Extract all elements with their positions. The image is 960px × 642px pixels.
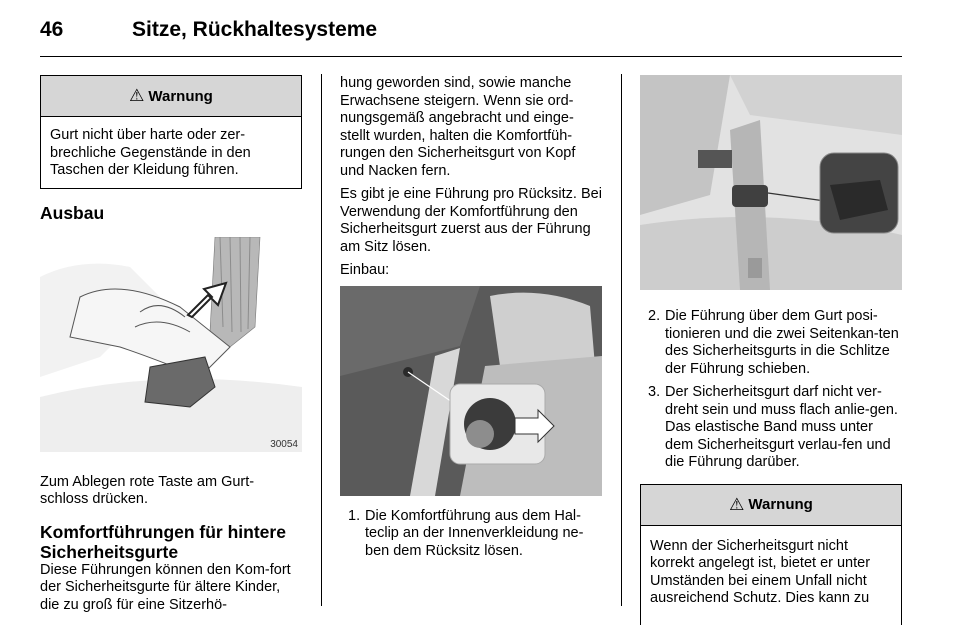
buckle-illustration [40, 237, 302, 452]
komfort-text-start: Diese Führungen können den Kom-fort der Sicherheitsgurte für ältere Kinder, die zu groß für eine Sitzerhö- [40, 561, 291, 613]
warning-title: Warnung [148, 87, 213, 105]
einbau-label: Einbau: [340, 262, 390, 278]
page-title: Sitze, Rückhaltesysteme [132, 18, 378, 41]
step-text: Der Sicherheitsgurt darf nicht ver-dreht sein und muss flach anlie-gen. Das elastische Band muss unter dem Sicherheitsgurt verlau-fen und die Führung darüber. [665, 384, 898, 470]
column-divider [621, 74, 622, 606]
figure-buckle-release [40, 237, 302, 452]
list-item [640, 308, 902, 378]
step-number: 3. [648, 384, 661, 400]
steps-list-b [640, 308, 902, 472]
figure-number: 30054 [270, 438, 298, 450]
column-right [640, 70, 902, 625]
column-divider [321, 74, 322, 606]
column-middle [340, 70, 602, 560]
list-item [640, 384, 902, 472]
page-header [40, 18, 902, 62]
warning-text: Gurt nicht über harte oder zer-brechliche Gegenstände in den Taschen der Kleidung führen. [50, 127, 251, 178]
step-text: Die Führung über dem Gurt posi-tionieren und die zwei Seitenkan-ten des Sicherheitsgurts in die Schlitze der Führung schieben. [665, 308, 899, 377]
warning-text: Wenn der Sicherheitsgurt nicht korrekt angelegt ist, bietet er unter Umständen bei einem Unfall nicht ausreichend Schutz. Dies kann zu [650, 537, 871, 606]
list-item [340, 508, 602, 561]
section-heading-ausbau: Ausbau [40, 202, 105, 223]
warning-header [41, 76, 301, 117]
column-left [40, 70, 302, 614]
warning-box [40, 75, 302, 189]
komfort-text-2: Es gibt je eine Führung pro Rücksitz. Bei Verwendung der Komfortführung den Sicherheitsgurt zuerst aus der Führung am Sitz lösen. [340, 186, 602, 255]
warning-triangle-icon: ⚠ [129, 86, 145, 105]
step-number: 1. [348, 507, 361, 524]
steps-list-a [340, 508, 602, 561]
figure-install-guide [640, 75, 902, 290]
page-number: 46 [40, 18, 64, 41]
step-number: 2. [648, 308, 661, 324]
komfort-text-continued: hung geworden sind, sowie manche Erwachsene steigern. Wenn sie ord-nungsgemäß angebracht und einge-stellt wurden, halten die Komfortfüh-rungen den Sicherheitsgurt von Kopf und Nacken fern. [340, 75, 576, 179]
header-rule [40, 56, 902, 57]
ausbau-text: Zum Ablegen rote Taste am Gurt-schloss drücken. [40, 473, 255, 507]
warning-triangle-icon: ⚠ [729, 494, 745, 514]
guide-removal-photo [340, 286, 602, 496]
section-heading-komfort: Komfortführungen für hintere Sicherheitsgurte [40, 521, 286, 562]
warning-box [640, 484, 902, 625]
warning-header [641, 485, 901, 526]
warning-title: Warnung [748, 496, 813, 513]
figure-remove-guide [340, 286, 602, 496]
guide-install-photo [640, 75, 902, 290]
step-text: Die Komfortführung aus dem Hal-teclip an der Innenverkleidung ne-ben dem Rücksitz lösen. [365, 507, 584, 559]
